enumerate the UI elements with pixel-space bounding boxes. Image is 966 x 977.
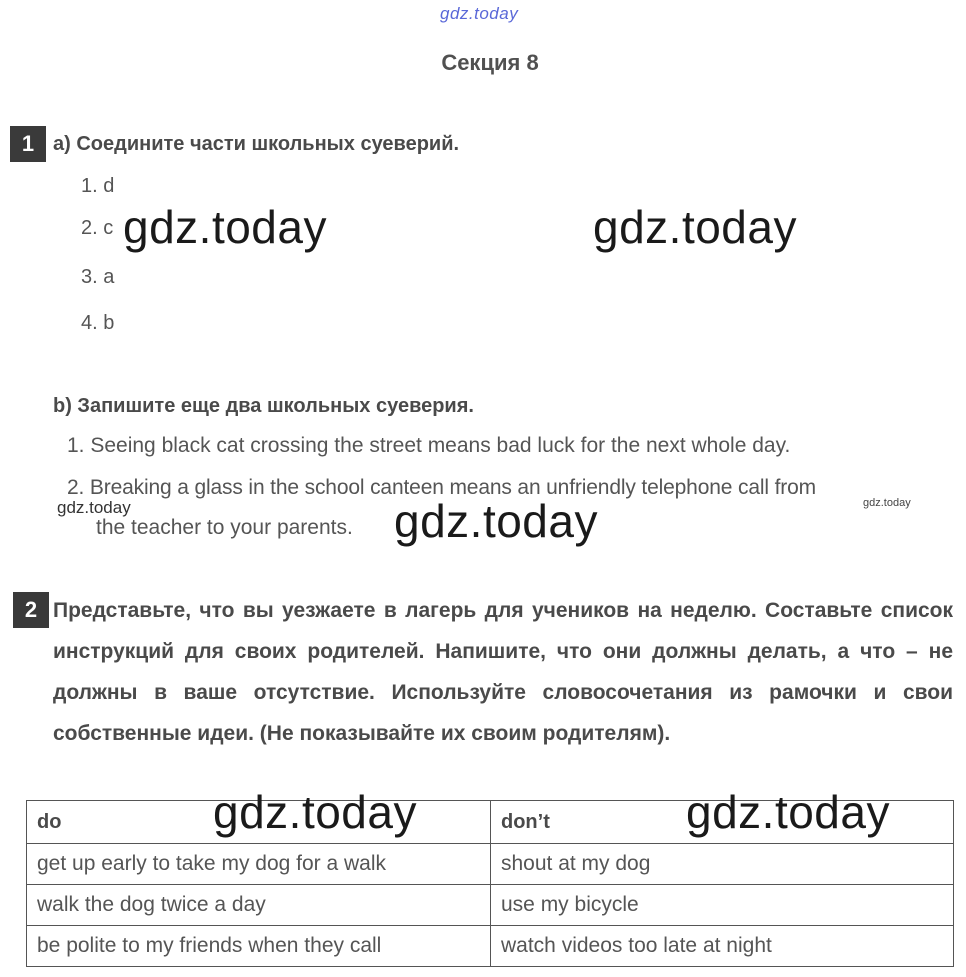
answer-2: 2. c bbox=[81, 217, 114, 239]
watermark-top: gdz.today bbox=[440, 4, 519, 23]
table-cell: shout at my dog bbox=[491, 844, 954, 885]
watermark-tiny: gdz.today bbox=[863, 497, 911, 509]
watermark: gdz.today bbox=[213, 786, 417, 838]
sentence-1: 1. Seeing black cat crossing the street means bad luck for the next whole day. bbox=[67, 434, 791, 457]
watermark-small: gdz.today bbox=[57, 498, 131, 517]
answer-3: 3. a bbox=[81, 266, 115, 288]
header-do: do bbox=[27, 801, 491, 844]
task-2-instructions: Представьте, что вы уезжаете в лагерь для учеников на неделю. Составьте список инструкций для своих родителей. Напишите, что они должны делать, а что – не должны в ваше отсутствие. Используйте словосочетания из рамочки и свои собственные идеи. (Не показывайте их своим родителям). bbox=[53, 599, 953, 745]
table-cell: be polite to my friends when they call bbox=[27, 926, 491, 967]
task-1b-heading: b) Запишите еще два школьных суеверия. bbox=[53, 395, 474, 417]
header-dont: don’t bbox=[491, 801, 954, 844]
watermark: gdz.today bbox=[686, 786, 890, 838]
watermark: gdz.today bbox=[394, 495, 598, 547]
table-cell: watch videos too late at night bbox=[491, 926, 954, 967]
table-row bbox=[27, 885, 954, 926]
answer-4: 4. b bbox=[81, 312, 115, 334]
table-cell: use my bicycle bbox=[491, 885, 954, 926]
watermark: gdz.today bbox=[123, 201, 327, 253]
page-title: Секция 8 bbox=[441, 50, 539, 75]
watermark: gdz.today bbox=[593, 201, 797, 253]
sentence-2-line-1: 2. Breaking a glass in the school canteen means an unfriendly telephone call from bbox=[67, 476, 816, 499]
table-row bbox=[27, 926, 954, 967]
table-cell: walk the dog twice a day bbox=[27, 885, 491, 926]
sentence-2-line-2: the teacher to your parents. bbox=[96, 516, 353, 539]
task-1-number: 1 bbox=[10, 126, 46, 162]
task-2-number: 2 bbox=[13, 592, 49, 628]
task-1a-heading: a) Соедините части школьных суеверий. bbox=[53, 133, 460, 155]
answer-1: 1. d bbox=[81, 175, 115, 197]
table-cell: get up early to take my dog for a walk bbox=[27, 844, 491, 885]
table-row bbox=[27, 844, 954, 885]
